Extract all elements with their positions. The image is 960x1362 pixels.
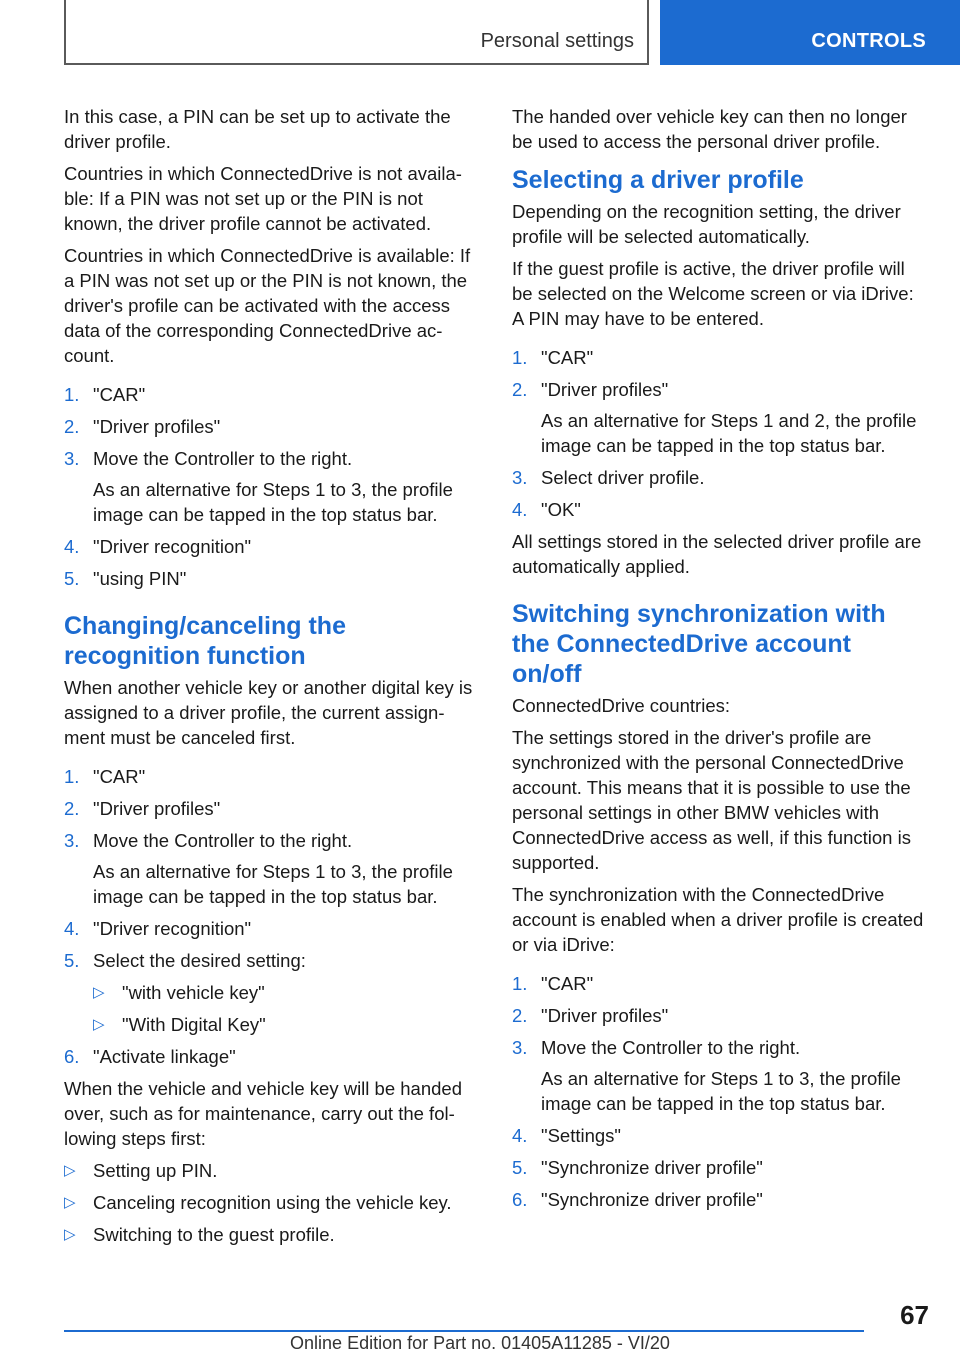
step-text: "Settings" <box>541 1125 621 1146</box>
handover-steps <box>64 1158 479 1247</box>
step-text: "Driver recognition" <box>93 918 252 939</box>
steps-select-profile <box>512 345 927 522</box>
triangle-bullet-icon: ▷ <box>64 1194 76 1211</box>
step-text: "Driver profiles" <box>541 379 669 400</box>
list-item <box>512 1187 927 1212</box>
triangle-bullet-icon: ▷ <box>64 1162 76 1179</box>
list-item <box>64 1158 479 1183</box>
paragraph: Countries in which ConnectedDrive is not available: If a PIN was not set up or the PIN is not known, the driver profile cannot be activated. <box>64 163 462 234</box>
list-item <box>64 764 479 789</box>
step-number: 1. <box>512 973 528 994</box>
step-number: 1. <box>64 384 80 405</box>
list-item <box>93 1012 479 1037</box>
heading-changing-recognition: Changing/canceling the recognition function <box>64 612 346 670</box>
step-number: 5. <box>512 1157 528 1178</box>
step-number: 4. <box>512 1125 528 1146</box>
step-number: 5. <box>64 950 80 971</box>
paragraph: The settings stored in the driver's profile are synchronized with the personal ConnectedDrive account. This means that it is possible to use the personal settings in other BMW vehicles with ConnectedDrive access as well, if this function is supported. <box>512 727 911 873</box>
step-text: Move the Controller to the right. <box>541 1037 801 1058</box>
step-text: Move the Controller to the right. <box>93 830 353 851</box>
list-item <box>64 916 479 941</box>
step-number: 3. <box>512 1037 528 1058</box>
right-column <box>512 104 927 1219</box>
paragraph: Countries in which ConnectedDrive is available: If a PIN was not set up or the PIN is not known, the driver's profile can be activated with the access data of the corresponding ConnectedDrive account. <box>64 245 471 366</box>
list-item <box>512 345 927 370</box>
triangle-bullet-icon: ▷ <box>64 1226 76 1243</box>
step-number: 6. <box>64 1046 80 1067</box>
step-text: "CAR" <box>541 973 594 994</box>
step-text: "Synchronize driver profile" <box>541 1189 763 1210</box>
step-text: "Driver profiles" <box>93 798 221 819</box>
paragraph: In this case, a PIN can be set up to activate the driver profile. <box>64 106 451 152</box>
list-item <box>512 1155 927 1180</box>
list-item <box>64 948 479 1037</box>
bullet-text: Switching to the guest profile. <box>93 1224 335 1245</box>
step-text: Select driver profile. <box>541 467 705 488</box>
step-number: 3. <box>64 830 80 851</box>
step-note: As an alternative for Steps 1 and 2, the profile image can be tapped in the top status bar. <box>541 410 917 456</box>
bullet-text: Canceling recognition using the vehicle key. <box>93 1192 452 1213</box>
option-text: "With Digital Key" <box>122 1014 266 1035</box>
paragraph: When another vehicle key or another digital key is assigned to a driver profile, the current assignment must be canceled first. <box>64 677 473 748</box>
steps-change-recognition <box>64 764 479 1069</box>
step-number: 4. <box>512 499 528 520</box>
step-number: 5. <box>64 568 80 589</box>
page-number: 67 <box>900 1300 929 1330</box>
list-item <box>64 566 479 591</box>
steps-sync-profile <box>512 971 927 1212</box>
list-item <box>64 382 479 407</box>
step-text: "CAR" <box>93 384 146 405</box>
list-item <box>64 828 479 909</box>
list-item <box>64 446 479 527</box>
list-item <box>512 1035 927 1116</box>
list-item <box>64 414 479 439</box>
footer-edition: Online Edition for Part no. 01405A11285 - VI/20 <box>290 1333 670 1353</box>
paragraph: The handed over vehicle key can then no longer be used to access the personal driver profile. <box>512 106 907 152</box>
list-item <box>64 1190 479 1215</box>
paragraph: If the guest profile is active, the driver profile will be selected on the Welcome screen or via iDrive: A PIN may have to be entered. <box>512 258 914 329</box>
step-number: 6. <box>512 1189 528 1210</box>
heading-sync-account: Switching synchronization with the ConnectedDrive account on/off <box>512 600 886 688</box>
step-number: 2. <box>512 379 528 400</box>
header-section-box <box>64 0 649 65</box>
list-item <box>64 534 479 559</box>
list-item <box>512 465 927 490</box>
triangle-bullet-icon: ▷ <box>93 1016 105 1033</box>
left-column <box>64 104 479 1254</box>
step-text: "Driver profiles" <box>541 1005 669 1026</box>
header-section-title: Personal settings <box>480 30 634 52</box>
step-text: "using PIN" <box>93 568 187 589</box>
heading-selecting-profile: Selecting a driver profile <box>512 166 804 194</box>
step-text: "CAR" <box>541 347 594 368</box>
step-note: As an alternative for Steps 1 to 3, the profile image can be tapped in the top status bar. <box>93 479 453 525</box>
step-number: 2. <box>64 798 80 819</box>
step-text: "CAR" <box>93 766 146 787</box>
bullet-text: Setting up PIN. <box>93 1160 218 1181</box>
paragraph: All settings stored in the selected driver profile are automatically applied. <box>512 531 922 577</box>
list-item <box>512 971 927 996</box>
step-number: 1. <box>512 347 528 368</box>
paragraph: The synchronization with the ConnectedDrive account is enabled when a driver profile is created or via iDrive: <box>512 884 924 955</box>
step-number: 2. <box>512 1005 528 1026</box>
step-text: "Driver recognition" <box>93 536 252 557</box>
step-text: "Driver profiles" <box>93 416 221 437</box>
list-item <box>64 796 479 821</box>
paragraph: Depending on the recognition setting, the driver profile will be selected automatically. <box>512 201 901 247</box>
option-text: "with vehicle key" <box>122 982 265 1003</box>
paragraph: When the vehicle and vehicle key will be handed over, such as for maintenance, carry out the following steps first: <box>64 1078 462 1149</box>
step-note: As an alternative for Steps 1 to 3, the profile image can be tapped in the top status bar. <box>541 1068 901 1114</box>
step-text: "Activate linkage" <box>93 1046 236 1067</box>
header-chapter-title: CONTROLS <box>811 30 926 52</box>
footer-divider <box>64 1330 864 1332</box>
step-text: Move the Controller to the right. <box>93 448 353 469</box>
step-number: 4. <box>64 536 80 557</box>
step-number: 3. <box>512 467 528 488</box>
list-item <box>512 1003 927 1028</box>
step-number: 4. <box>64 918 80 939</box>
triangle-bullet-icon: ▷ <box>93 984 105 1001</box>
list-item <box>93 980 479 1005</box>
step-note: As an alternative for Steps 1 to 3, the profile image can be tapped in the top status bar. <box>93 861 453 907</box>
steps-pin-activation <box>64 382 479 591</box>
list-item <box>512 1123 927 1148</box>
header-chapter-tab[interactable] <box>660 0 960 65</box>
list-item <box>512 377 927 458</box>
list-item <box>64 1222 479 1247</box>
step-number: 3. <box>64 448 80 469</box>
paragraph: ConnectedDrive countries: <box>512 695 730 716</box>
step-number: 2. <box>64 416 80 437</box>
step-text: "Synchronize driver profile" <box>541 1157 763 1178</box>
step-text: "OK" <box>541 499 581 520</box>
list-item <box>512 497 927 522</box>
step-text: Select the desired setting: <box>93 950 306 971</box>
setting-options <box>93 980 479 1037</box>
step-number: 1. <box>64 766 80 787</box>
list-item <box>64 1044 479 1069</box>
